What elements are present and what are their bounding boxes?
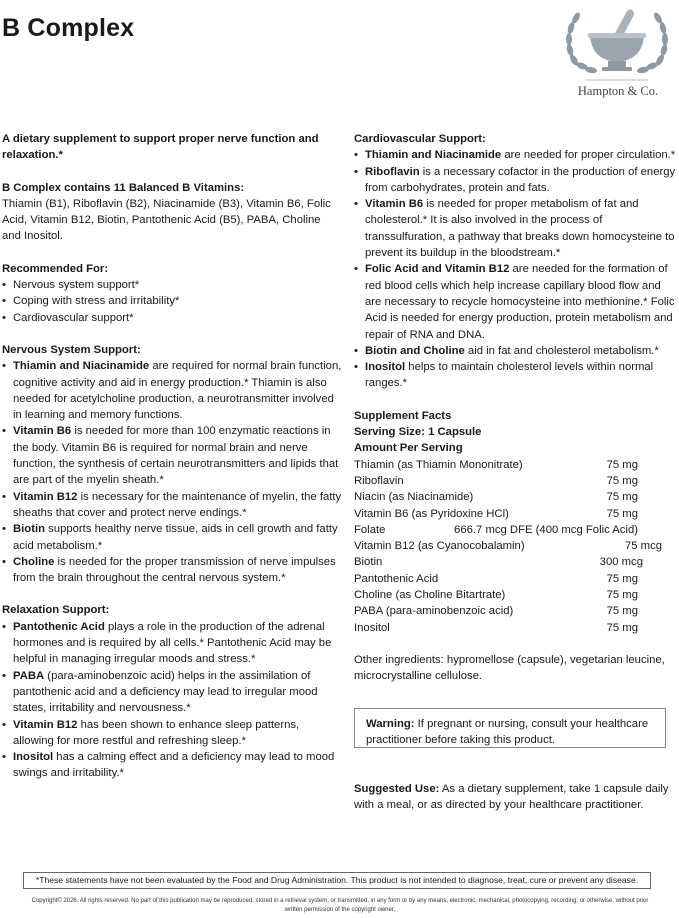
facts-table xyxy=(354,457,678,636)
list-item: • Vitamin B6 is needed for more than 100 enzymatic reactions in the body. Vitamin B6 is required for normal brain and nerve function, the synthesis of certain neurotransmitters and lipids that are part of the myelin sheath.* xyxy=(2,423,342,488)
list-item: • Biotin supports healthy nerve tissue, aids in cell growth and fatty acid metabolism.* xyxy=(2,521,342,554)
facts-row: Thiamin (as Thiamin Mononitrate) 75 mg xyxy=(354,458,638,471)
brand-name: Hampton & Co. xyxy=(577,84,659,98)
nervous-list xyxy=(2,358,342,586)
other-ingredients: Other ingredients: hypromellose (capsule), vegetarian leucine, microcrystalline cellulose. xyxy=(354,653,665,683)
warning-text: If pregnant or nursing, consult your healthcare practitioner before taking this product. xyxy=(366,718,649,747)
copyright-notice: Copyright© 2026. All rights reserved. No part of this publication may be reproduced, stored in a retrieval system, or transmitted, in any form or by any means, electronic, mechanical, photocopying, recording, or otherwise, without prior written permission of the copyright owner. xyxy=(31,898,649,913)
list-item: • Vitamin B12 is necessary for the maintenance of myelin, the fatty sheaths that cover and protect nerve endings.* xyxy=(2,489,342,522)
contains-heading: B Complex contains 11 Balanced B Vitamins: xyxy=(2,181,245,194)
list-item: • Choline is needed for the proper transmission of nerve impulses from the brain throughout the central nervous system.* xyxy=(2,554,342,587)
left-column xyxy=(2,131,342,782)
nervous-heading: Nervous System Support: xyxy=(2,343,141,356)
intro-text: A dietary supplement to support proper nerve function and relaxation.* xyxy=(2,133,319,162)
list-item: • Folic Acid and Vitamin B12 are needed for the formation of red blood cells which help increase capillary blood flow and are necessary to recycle homocysteine into methionine.* Folic Acid is needed for energy production, protein metabolism and repair of RNA and DNA. xyxy=(354,261,678,342)
list-item: • Cardiovascular support* xyxy=(2,310,342,326)
recommended-list xyxy=(2,277,342,326)
facts-row: Niacin (as Niacinamide) 75 mg xyxy=(354,491,638,504)
list-item: • Vitamin B6 is needed for proper metabolism of fat and cholesterol.* It is also involved in the process of transsulfuration, a pathway that breaks down homocysteine to prevent its buildup in the bloodstream.* xyxy=(354,196,678,261)
relaxation-heading: Relaxation Support: xyxy=(2,604,110,617)
serving-size: Serving Size: 1 Capsule xyxy=(354,426,482,439)
warning-box xyxy=(354,708,666,748)
facts-row: Folate 666.7 mcg DFE (400 mcg Folic Acid) xyxy=(354,523,638,536)
list-item: • Inositol has a calming effect and a deficiency may lead to mood swings and irritability.* xyxy=(2,749,342,782)
warning-label: Warning: xyxy=(366,718,415,730)
suggested-use-label: Suggested Use: xyxy=(354,783,440,795)
recommended-heading: Recommended For: xyxy=(2,262,109,275)
facts-row: Inositol 75 mg xyxy=(354,621,638,634)
list-item: • Thiamin and Niacinamide are required for normal brain function, cognitive activity and aid in energy production.* Thiamin is also needed for acetylcholine production, a neurotransmitter involved in learning and memory functions. xyxy=(2,358,342,423)
suggested-use xyxy=(354,781,678,814)
list-item: • Riboflavin is a necessary cofactor in the production of energy from carbohydrates, protein and fats. xyxy=(354,164,678,197)
list-item: • Nervous system support* xyxy=(2,277,342,293)
list-item: • Biotin and Choline aid in fat and cholesterol metabolism.* xyxy=(354,343,678,359)
facts-row: Pantothenic Acid 75 mg xyxy=(354,572,638,585)
cardio-heading: Cardiovascular Support: xyxy=(354,133,486,145)
cardio-list xyxy=(354,147,678,391)
amount-per-serving: Amount Per Serving xyxy=(354,442,463,455)
list-item: • Thiamin and Niacinamide are needed for proper circulation.* xyxy=(354,147,678,163)
right-column xyxy=(354,131,678,685)
facts-row: PABA (para-aminobenzoic acid) 75 mg xyxy=(354,605,638,618)
list-item: • PABA (para-aminobenzoic acid) helps in the assimilation of pantothenic acid and a deficiency may lead to irregular mood states, irritability and nervousness.* xyxy=(2,668,342,717)
facts-row: Riboflavin 75 mg xyxy=(354,474,638,487)
page-title: B Complex xyxy=(2,14,135,42)
facts-row: Vitamin B12 (as Cyanocobalamin) 75 mcg xyxy=(354,540,662,553)
facts-heading: Supplement Facts xyxy=(354,409,452,422)
facts-row: Biotin 300 mcg xyxy=(354,556,643,569)
list-item: • Pantothenic Acid plays a role in the production of the adrenal hormones and is required by all cells.* Pantothenic Acid may be helpful in managing irregular moods and stress.* xyxy=(2,619,342,668)
list-item: • Inositol helps to maintain cholesterol levels within normal ranges.* xyxy=(354,359,678,392)
facts-row: Vitamin B6 (as Pyridoxine HCl) 75 mg xyxy=(354,507,638,520)
list-item: • Vitamin B12 has been shown to enhance sleep patterns, allowing for more restful and refreshing sleep.* xyxy=(2,717,342,750)
list-item: • Coping with stress and irritability* xyxy=(2,293,342,309)
relaxation-list xyxy=(2,619,342,782)
suggested-use-text: As a dietary supplement, take 1 capsule daily with a meal, or as directed by your healthcare practitioner. xyxy=(354,783,669,812)
contains-text: Thiamin (B1), Riboflavin (B2), Niacinamide (B3), Vitamin B6, Folic Acid, Vitamin B12, Biotin, Pantothenic Acid (B5), PABA, Choline and Inositol. xyxy=(2,197,331,243)
fda-disclaimer: *These statements have not been evaluated by the Food and Drug Administration. This product is not intended to diagnose, treat, cure or prevent any disease. xyxy=(23,872,651,889)
facts-row: Choline (as Choline Bitartrate) 75 mg xyxy=(354,589,638,602)
